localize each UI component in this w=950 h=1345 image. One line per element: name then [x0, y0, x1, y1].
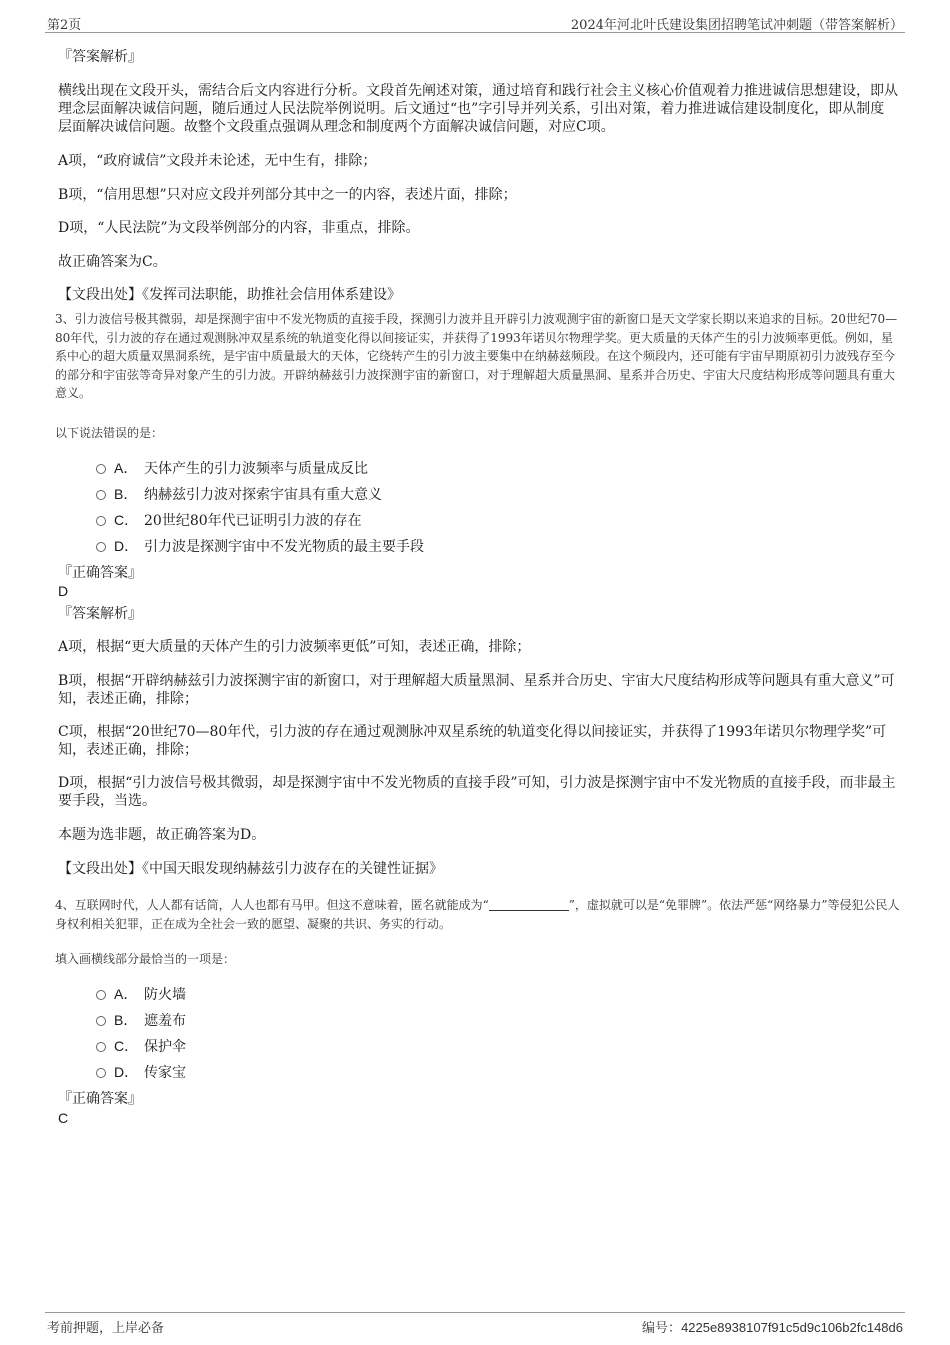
option-text: 20世纪80年代已证明引力波的存在 [144, 513, 362, 529]
radio-button-icon[interactable] [96, 1042, 106, 1052]
q3-answer: D [58, 583, 69, 599]
q2-option-a-analysis: A项，“政府诚信”文段并未论述，无中生有，排除； [58, 153, 377, 169]
footer-code-label: 编号： [642, 1321, 682, 1336]
option-text: 遮羞布 [144, 1013, 186, 1029]
q4-answer-label: 『正确答案』 [58, 1091, 142, 1107]
q2-conclusion: 故正确答案为C。 [58, 254, 167, 270]
option-letter: B． [114, 486, 138, 502]
q4-stem-after: ”，虚拟就可以是“免罪牌”。依法严惩“网络暴力”等侵犯公民人身权利相关犯罪，正在成为全社会一致的愿望、凝聚的共识、务实的行动。 [55, 898, 900, 931]
radio-button-icon[interactable] [96, 464, 106, 474]
q3-option-b[interactable] [96, 485, 382, 503]
q3-option-d[interactable] [96, 537, 424, 555]
radio-button-icon[interactable] [96, 542, 106, 552]
option-text: 纳赫兹引力波对探索宇宙具有重大意义 [144, 487, 382, 503]
option-text: 天体产生的引力波频率与质量成反比 [144, 461, 368, 477]
page-number: 第2页 [47, 18, 82, 33]
radio-button-icon[interactable] [96, 1068, 106, 1078]
fill-in-blank [489, 898, 569, 911]
q3-source: 【文段出处】《中国天眼发现纳赫兹引力波存在的关键性证据》 [58, 861, 443, 877]
option-letter: A． [114, 986, 138, 1002]
radio-button-icon[interactable] [96, 1016, 106, 1026]
q4-prompt: 填入画横线部分最恰当的一项是： [55, 952, 236, 966]
q3-option-a[interactable] [96, 459, 368, 477]
option-letter: A． [114, 460, 138, 476]
q3-analysis-label: 『答案解析』 [58, 606, 142, 622]
page-footer [45, 1312, 905, 1335]
q3-option-c-analysis: C项，根据“20世纪70—80年代，引力波的存在通过观测脉冲双星系统的轨道变化得以间接证实，并获得了1993年诺贝尔物理学奖”可知，表述正确，排除； [58, 724, 887, 758]
footer-code [642, 1317, 903, 1336]
option-letter: C． [114, 1038, 139, 1054]
q3-answer-label: 『正确答案』 [58, 565, 142, 581]
q4-option-a[interactable] [96, 985, 186, 1003]
q3-option-a-analysis: A项，根据“更大质量的天体产生的引力波频率更低”可知，表述正确，排除； [58, 639, 531, 655]
q4-stem [55, 896, 900, 933]
option-text: 引力波是探测宇宙中不发光物质的最主要手段 [144, 539, 424, 555]
q2-analysis-label: 『答案解析』 [58, 49, 142, 65]
q2-analysis-text: 横线出现在文段开头，需结合后文内容进行分析。文段首先阐述对策，通过培育和践行社会主义核心价值观着力推进诚信思想建设，即从理念层面解决诚信问题，随后通过人民法院举例说明。后文通过“也”字引导并列关系，引出对策，着力推进诚信建设制度化，即从制度层面解决诚信问题。故整个文段重点强调从理念和制度两个方面解决诚信问题，对应C项。 [58, 83, 898, 135]
option-text: 传家宝 [144, 1065, 186, 1081]
option-letter: B． [114, 1012, 138, 1028]
q3-option-c[interactable] [96, 511, 362, 529]
option-text: 保护伞 [144, 1039, 186, 1055]
footer-slogan: 考前押题，上岸必备 [47, 1321, 165, 1336]
option-letter: C． [114, 512, 139, 528]
q2-source: 【文段出处】《发挥司法职能，助推社会信用体系建设》 [58, 287, 401, 303]
option-letter: D． [114, 538, 139, 554]
radio-button-icon[interactable] [96, 516, 106, 526]
q3-conclusion: 本题为选非题，故正确答案为D。 [58, 827, 266, 843]
radio-button-icon[interactable] [96, 490, 106, 500]
q4-option-c[interactable] [96, 1037, 186, 1055]
q2-option-b-analysis: B项，“信用思想”只对应文段并列部分其中之一的内容，表述片面，排除； [58, 187, 517, 203]
q4-answer: C [58, 1110, 69, 1126]
q4-option-b[interactable] [96, 1011, 186, 1029]
q3-option-d-analysis: D项，根据“引力波信号极其微弱，却是探测宇宙中不发光物质的直接手段”可知，引力波是探测宇宙中不发光物质的直接手段，而非最主要手段，当选。 [58, 775, 896, 809]
page-header [45, 12, 905, 33]
q3-option-b-analysis: B项，根据“开辟纳赫兹引力波探测宇宙的新窗口，对于理解超大质量黑洞、星系并合历史、宇宙大尺度结构形成等问题具有重大意义”可知，表述正确，排除； [58, 673, 895, 707]
q3-stem: 3、引力波信号极其微弱，却是探测宇宙中不发光物质的直接手段，探测引力波并且开辟引力波观测宇宙的新窗口是天文学家长期以来追求的目标。20世纪70—80年代，引力波的存在通过观测脉冲双星系统的轨道变化得以间接证实，并获得了1993年诺贝尔物理学奖。更大质量的天体产生的引力波频率更低。例如，星系中心的超大质量双黑洞系统，是宇宙中质量最大的天体，它绕转产生的引力波主要集中在纳赫兹频段。在这个频段内，还可能有宇宙早期原初引力波残存至今的部分和宇宙弦等奇异对象产生的引力波。开辟纳赫兹引力波探测宇宙的新窗口，对于理解超大质量黑洞、星系并合历史、宇宙大尺度结构形成等问题具有重大意义。 [55, 312, 898, 400]
q4-option-d[interactable] [96, 1063, 186, 1081]
q3-prompt: 以下说法错误的是： [55, 426, 164, 440]
document-title: 2024年河北叶氏建设集团招聘笔试冲刺题（带答案解析） [570, 18, 903, 33]
option-text: 防火墙 [144, 987, 186, 1003]
footer-code-value: 4225e8938107f91c5d9c106b2fc148d6 [681, 1320, 903, 1335]
q2-option-d-analysis: D项，“人民法院”为文段举例部分的内容，非重点，排除。 [58, 220, 420, 236]
option-letter: D． [114, 1064, 139, 1080]
radio-button-icon[interactable] [96, 990, 106, 1000]
q4-stem-before: 4、互联网时代，人人都有话筒，人人也都有马甲。但这不意味着，匿名就能成为“ [55, 898, 489, 912]
